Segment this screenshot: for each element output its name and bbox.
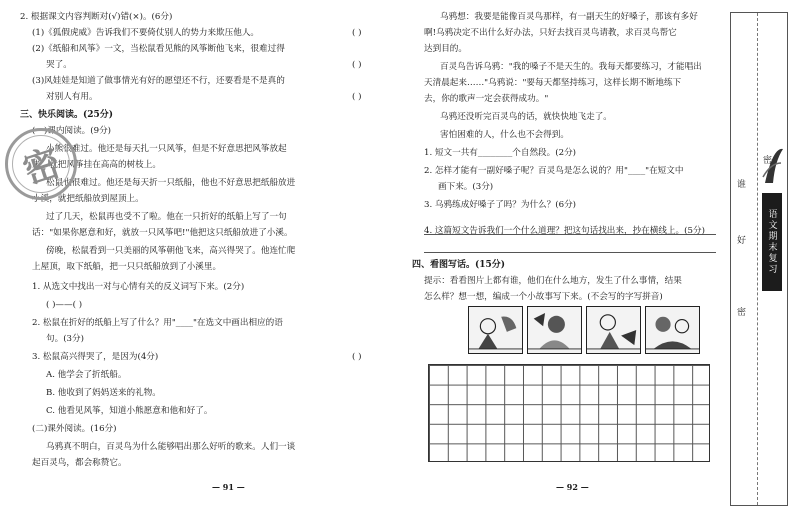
- choice-a: A. 他学会了折纸船。: [46, 370, 127, 380]
- passage-line: 乌鸦想：我要是能像百灵鸟那样，有一副天生的好嗓子，那该有多好: [440, 12, 698, 22]
- judge-item-3-cont: 对别人有用。: [46, 92, 98, 102]
- page-number: — 92 —: [556, 482, 589, 492]
- passage-line: 啊!乌鸦决定不出什么好办法，只好去找百灵鸟请教，求百灵鸟帮它: [424, 28, 677, 38]
- subsection-1-title: (一)课内阅读。(9分): [32, 126, 112, 136]
- question-2-cont: 句。(3分): [46, 334, 84, 344]
- story-scene-icon: [646, 307, 699, 353]
- side-char: 密: [737, 308, 747, 318]
- passage-line: 天清晨起来……"乌鸦说："要每天都坚持练习，这样长期不断地练下: [424, 78, 682, 88]
- answer-paren: ( ): [352, 28, 362, 38]
- answer-paren: ( ): [352, 60, 362, 70]
- choice-c: C. 他看见风筝，知道小熊愿意和他和好了。: [46, 406, 213, 416]
- judge-item-2-cont: 哭了。: [46, 60, 72, 70]
- stamp-inner-ring: [12, 135, 70, 193]
- question-4: 4. 这篇短文告诉我们一个什么道理？把这句话找出来，抄在横线上。(5分): [424, 226, 705, 236]
- story-scene-icon: [528, 307, 581, 353]
- story-scene-icon: [587, 307, 640, 353]
- side-char: 谁: [737, 180, 747, 190]
- series-banner: 语文期末复习: [762, 193, 782, 291]
- question-2-title: 2. 根据课文内容判断对(√)错(×)。(6分): [20, 12, 173, 22]
- passage-line: 过了几天，松鼠再也受不了啦。他在一只折好的纸船上写了一句: [46, 212, 287, 222]
- judge-item-2: (2)《纸船和风筝》一文，当松鼠看见熊的风筝断他飞来，很难过得: [32, 44, 285, 54]
- side-char: 密: [763, 156, 773, 166]
- judge-item-1: (1)《狐假虎威》告诉我们不要倚仗别人的势力来欺压他人。: [32, 28, 260, 38]
- question-1: 1. 从选文中找出一对与心情有关的反义词写下来。(2分): [32, 282, 245, 292]
- passage-line: 乌鸦还没听完百灵鸟的话，就快快地飞走了。: [440, 112, 612, 122]
- passage-line: 松鼠也很难过。他还是每天折一只纸船，他也不好意思把纸船放进: [46, 178, 296, 188]
- answer-line: [424, 252, 716, 253]
- passage-line: 小溪，就把纸船放到屋顶上。: [32, 194, 144, 204]
- answer-blank-pair: ( )——( ): [46, 300, 83, 310]
- writing-grid[interactable]: [428, 364, 710, 462]
- side-char: 好: [737, 236, 747, 246]
- stamp-char: 密: [18, 140, 66, 192]
- passage-line: 话："如果你愿意和好，就放一只风筝吧!"他把这只纸船放进了小溪。: [32, 228, 293, 238]
- question-2-cont: 画下来。(3分): [438, 182, 494, 192]
- passage-line: 百灵鸟告诉乌鸦："我的嗓子不是天生的。我每天都要练习，才能唱出: [440, 62, 702, 72]
- passage-line: 小熊很难过。他还是每天扎一只风筝，但是不好意思把风筝放起: [46, 144, 287, 154]
- logo-icon: [761, 143, 785, 187]
- judge-item-3: (3)风娃娃是知道了做事情光有好的愿望还不行，还要看是不是真的: [32, 76, 285, 86]
- section-3-title: 三、快乐阅读。(25分): [20, 110, 114, 120]
- question-3: 3. 乌鸦练成好嗓子了吗？为什么？(6分): [424, 200, 577, 210]
- answer-paren: ( ): [352, 352, 362, 362]
- page-number: — 91 —: [212, 482, 245, 492]
- story-picture-3: [586, 306, 641, 354]
- side-binding-strip: [730, 12, 788, 506]
- story-scene-icon: [469, 307, 522, 353]
- hint-line: 怎么样？想一想，编成一个小故事写下来。(不会写的字写拼音): [424, 292, 663, 302]
- passage-line: 达到目的。: [424, 44, 467, 54]
- subsection-2-title: (二)课外阅读。(16分): [32, 424, 117, 434]
- passage-line: 来，就把风筝挂在高高的树枝上。: [32, 160, 161, 170]
- choice-b: B. 他收到了妈妈送来的礼物。: [46, 388, 161, 398]
- section-4-title: 四、看图写话。(15分): [412, 260, 506, 270]
- passage-line: 傍晚，松鼠看到一只美丽的风筝朝他飞来，高兴得哭了。他连忙爬: [46, 246, 296, 256]
- passage-line: 起百灵鸟，都会称赞它。: [32, 458, 127, 468]
- passage-line: 去，你的歌声一定会获得成功。": [424, 94, 549, 104]
- question-2: 2. 怎样才能有一副好嗓子呢？百灵鸟是怎么说的？用"____"在短文中: [424, 166, 684, 176]
- story-picture-1: [468, 306, 523, 354]
- passage-line: 乌鸦真不明白，百灵鸟为什么能够唱出那么好听的歌来。人们一谈: [46, 442, 296, 452]
- hint-line: 提示：看看图片上都有谁，他们在什么地方，发生了什么事情，结果: [424, 276, 682, 286]
- answer-paren: ( ): [352, 92, 362, 102]
- question-1: 1. 短文一共有________个自然段。(2分): [424, 148, 577, 158]
- confidential-stamp: [5, 128, 77, 200]
- cut-line: [757, 13, 758, 505]
- question-2: 2. 松鼠在折好的纸船上写了什么？用"____"在选文中画出相应的语: [32, 318, 283, 328]
- passage-line: 害怕困难的人，什么也不会得到。: [440, 130, 569, 140]
- story-picture-2: [527, 306, 582, 354]
- passage-line: 上屋顶，取下纸船，把一只只纸船放到了小溪里。: [32, 262, 222, 272]
- question-3: 3. 松鼠高兴得哭了，是因为(4分): [32, 352, 159, 362]
- picture-strip: [468, 306, 700, 354]
- story-picture-4: [645, 306, 700, 354]
